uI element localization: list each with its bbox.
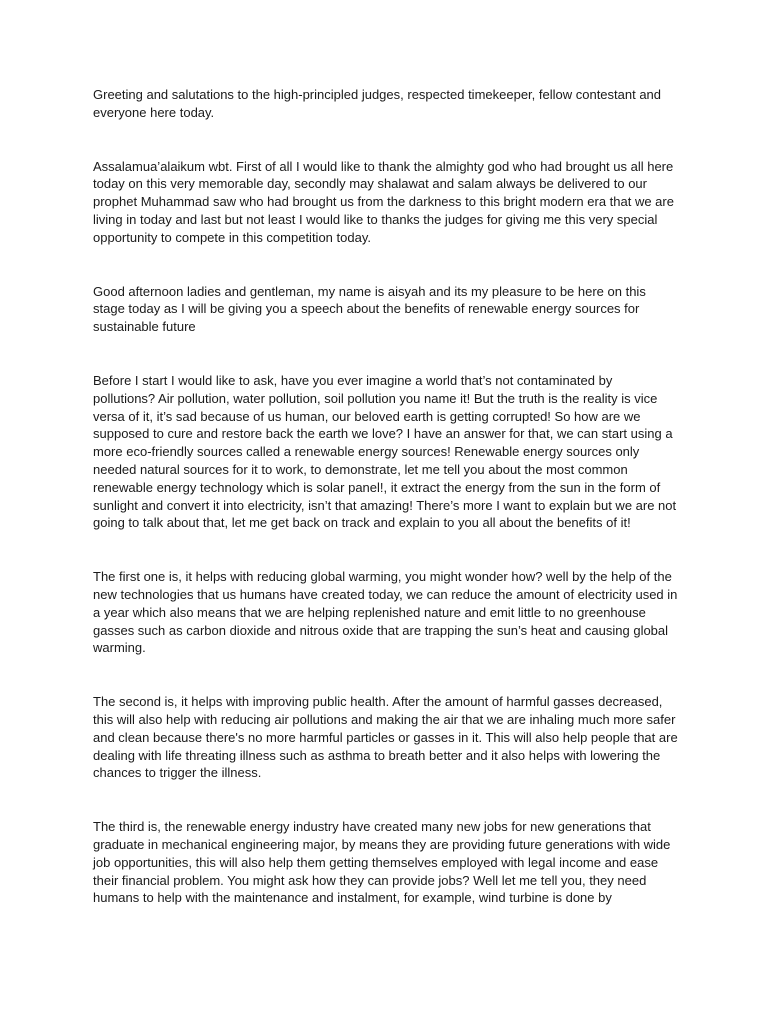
document-body — [93, 86, 678, 943]
paragraph-introduction: Good afternoon ladies and gentleman, my name is aisyah and its my pleasure to be here on this stage today as I will be giving you a speech about the benefits of renewable energy sources for sustainable future — [93, 283, 646, 335]
paragraph-second-benefit: The second is, it helps with improving public health. After the amount of harmful gasses decreased, this will also help with reducing air pollutions and making the air that we are inhaling much more safer and clean because there's no more harmful particles or gasses in it. This will also help people that are dealing with life threating illness such as asthma to breath better and it also helps with lowering the chances to trigger the illness. — [93, 694, 678, 781]
paragraph-first-benefit: The first one is, it helps with reducing global warming, you might wonder how? well by the help of the new technologies that us humans have created today, we can reduce the amount of electricity used in a year which also means that we are helping replenished nature and emit little to no greenhouse gasses such as carbon dioxide and nitrous oxide that are trapping the sun’s heat and causing global warming. — [93, 569, 678, 656]
paragraph-greeting: Greeting and salutations to the high-principled judges, respected timekeeper, fellow contestant and everyone here today. — [93, 87, 662, 120]
paragraph-third-benefit: The third is, the renewable energy industry have created many new jobs for new generations that graduate in mechanical engineering major, by means they are providing future generations with wide job opportunities, this will also help them getting themselves employed with legal income and ease their financial problem. You might ask how they can provide jobs? Well let me tell you, they need humans to help with the maintenance and instalment, for example, wind turbine is done by — [93, 819, 671, 906]
paragraph-renewable-energy: Before I start I would like to ask, have you ever imagine a world that’s not contaminated by pollutions? Air pollution, water pollution, soil pollution you name it! But the truth is the reality is vice versa of it, it’s sad because of us human, our beloved earth is getting corrupted! So how are we supposed to cure and restore back the earth we love? I have an answer for that, we can start using a more eco-friendly sources called a renewable energy sources! Renewable energy sources only needed natural sources for it to work, to demonstrate, let me tell you about the most common renewable energy technology which is solar panel!, it extract the energy from the sun in the form of sunlight and convert it into electricity, isn’t that amazing! There’s more I want to explain but we are not going to talk about that, let me get back on track and explain to you all about the benefits of it! — [93, 372, 677, 531]
paragraph-opening: Assalamua’alaikum wbt. First of all I would like to thank the almighty god who had brought us all here today on this very memorable day, secondly may shalawat and salam always be delivered to our prophet Muhammad saw who had brought us from the darkness to this bright modern era that we are living in today and last but not least I would like to thanks the judges for giving me this very special opportunity to compete in this competition today. — [93, 158, 674, 245]
